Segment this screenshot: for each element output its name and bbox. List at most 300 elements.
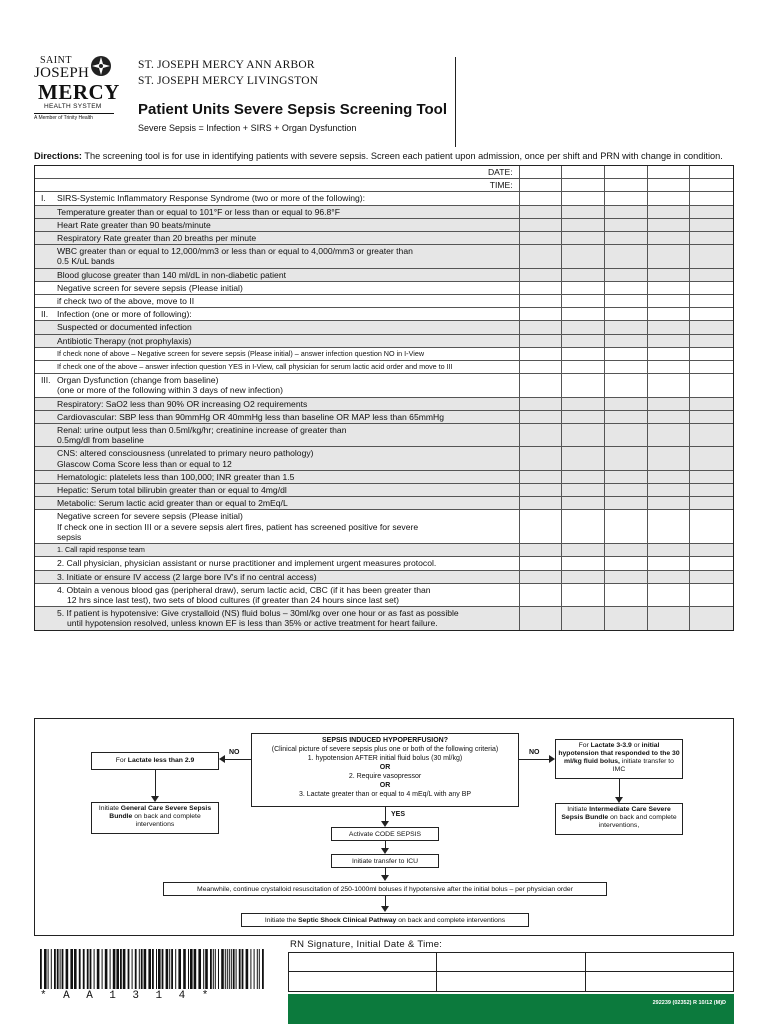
- lactate-mid-box: [555, 739, 683, 779]
- signature-cell[interactable]: [437, 972, 585, 991]
- barcode-bar: [231, 949, 232, 989]
- check-cell[interactable]: [605, 398, 648, 410]
- check-cell[interactable]: [520, 544, 563, 556]
- row-text: If check none of above – Negative screen for severe sepsis (Please initial) – answer infection question NO in I-View: [57, 348, 425, 358]
- check-cell[interactable]: [520, 557, 563, 569]
- check-cell[interactable]: [648, 321, 691, 333]
- check-cell[interactable]: [562, 497, 605, 509]
- check-cell[interactable]: [690, 510, 733, 543]
- check-cell[interactable]: [562, 335, 605, 347]
- lactate-mid-post: initiate transfer to IMC: [612, 758, 674, 773]
- check-cell[interactable]: [648, 411, 691, 423]
- table-row: [35, 206, 733, 219]
- check-cell[interactable]: [520, 192, 563, 204]
- row-text: 2. Call physician, physician assistant or nurse practitioner and implement urgent measures protocol.: [57, 558, 437, 569]
- logo-health-system: HEALTH SYSTEM: [44, 103, 102, 110]
- check-cell[interactable]: [520, 607, 563, 629]
- check-cell[interactable]: [605, 308, 648, 320]
- row-label: [35, 374, 520, 396]
- check-cell[interactable]: [648, 484, 691, 496]
- check-cell[interactable]: [648, 192, 691, 204]
- check-cell[interactable]: [562, 374, 605, 396]
- check-cell[interactable]: [690, 557, 733, 569]
- check-cell[interactable]: [562, 571, 605, 583]
- directions-label: Directions:: [34, 151, 82, 161]
- check-cell[interactable]: [648, 335, 691, 347]
- check-cell[interactable]: [605, 348, 648, 360]
- check-cell[interactable]: [520, 571, 563, 583]
- check-cell[interactable]: [520, 282, 563, 294]
- check-cell[interactable]: [605, 206, 648, 218]
- intermediate-care-post: on back and complete interventions,: [598, 814, 677, 829]
- barcode-bar: [210, 949, 212, 989]
- check-cell[interactable]: [605, 166, 648, 178]
- barcode-bar: [110, 949, 111, 989]
- logo-member: A Member of Trinity Health: [34, 113, 114, 121]
- check-cell[interactable]: [690, 269, 733, 281]
- check-cell[interactable]: [648, 447, 691, 469]
- row-label: [35, 361, 520, 373]
- check-cell[interactable]: [605, 484, 648, 496]
- barcode-bar: [152, 949, 154, 989]
- criteria-2: 2. Require vasopressor: [348, 773, 422, 780]
- row-label: [35, 424, 520, 446]
- check-cell[interactable]: [520, 471, 563, 483]
- general-care-pre: Initiate: [98, 805, 121, 812]
- arrow-left-icon: [219, 755, 225, 763]
- header-divider: [455, 57, 456, 147]
- check-cell[interactable]: [520, 398, 563, 410]
- check-cell[interactable]: [605, 179, 648, 191]
- row-label: [35, 497, 520, 509]
- pathway-post: on back and complete interventions: [396, 917, 506, 924]
- meanwhile-box: [163, 882, 607, 896]
- row-text: if check two of the above, move to II: [57, 296, 195, 307]
- lactate-mid-bold: Lactate 3-3.9: [590, 742, 632, 749]
- barcode-bar: [94, 949, 95, 989]
- check-cell[interactable]: [690, 348, 733, 360]
- check-cell[interactable]: [520, 245, 563, 267]
- activate-code-sepsis-box: [331, 827, 439, 841]
- table-row: [35, 510, 733, 544]
- check-cell[interactable]: [648, 232, 691, 244]
- table-row: [35, 219, 733, 232]
- barcode-bar: [128, 949, 130, 989]
- check-cell[interactable]: [562, 348, 605, 360]
- check-cell[interactable]: [520, 295, 563, 307]
- check-cell[interactable]: [690, 295, 733, 307]
- check-cell[interactable]: [648, 571, 691, 583]
- barcode-bar: [262, 949, 264, 989]
- connector-line: [619, 779, 620, 797]
- table-row: [35, 335, 733, 348]
- check-cell[interactable]: [690, 335, 733, 347]
- row-text: Temperature greater than or equal to 101°F or less than or equal to 96.8°F: [57, 206, 340, 217]
- check-cell[interactable]: [648, 219, 691, 231]
- check-cell[interactable]: [562, 295, 605, 307]
- check-cell[interactable]: [562, 544, 605, 556]
- barcode-bar: [169, 949, 170, 989]
- check-cell[interactable]: [562, 510, 605, 543]
- connector-line: [225, 759, 251, 760]
- row-label: [35, 321, 520, 333]
- check-cell[interactable]: [562, 269, 605, 281]
- signature-cell[interactable]: [586, 972, 733, 991]
- check-cell[interactable]: [562, 411, 605, 423]
- row-text-line: 0.5 K/uL bands: [57, 256, 115, 267]
- check-cell[interactable]: [520, 484, 563, 496]
- check-cell[interactable]: [520, 269, 563, 281]
- barcode-bar: [90, 949, 92, 989]
- check-cell[interactable]: [690, 398, 733, 410]
- hospital-name: ST. JOSEPH MERCY LIVINGSTON: [138, 75, 319, 87]
- check-cell[interactable]: [648, 510, 691, 543]
- check-cell[interactable]: [605, 510, 648, 543]
- check-cell[interactable]: [562, 282, 605, 294]
- row-text: WBC greater than or equal to 12,000/mm3 or less than or equal to 4,000/mm3 or greater than: [57, 246, 413, 257]
- barcode-bar: [97, 949, 100, 989]
- check-cell[interactable]: [562, 447, 605, 469]
- table-row: [35, 484, 733, 497]
- check-cell[interactable]: [520, 510, 563, 543]
- check-cell[interactable]: [648, 282, 691, 294]
- check-cell[interactable]: [648, 497, 691, 509]
- check-cell[interactable]: [605, 584, 648, 606]
- check-cell[interactable]: [562, 607, 605, 629]
- row-label: [35, 510, 520, 543]
- check-cell[interactable]: [648, 398, 691, 410]
- lactate-mid-mid: or: [631, 742, 642, 749]
- check-cell[interactable]: [648, 544, 691, 556]
- check-cell[interactable]: [562, 361, 605, 373]
- row-label: [35, 269, 520, 281]
- row-label: [35, 192, 520, 204]
- check-cell[interactable]: [562, 471, 605, 483]
- check-cell[interactable]: [648, 348, 691, 360]
- lactate-low-pre: For: [115, 757, 128, 764]
- check-cell[interactable]: [648, 179, 691, 191]
- septic-shock-box: [241, 913, 529, 927]
- check-cell[interactable]: [690, 497, 733, 509]
- page-subtitle: Severe Sepsis = Infection + SIRS + Organ Dysfunction: [138, 123, 357, 133]
- barcode-bar: [218, 949, 219, 989]
- check-cell[interactable]: [520, 584, 563, 606]
- check-cell[interactable]: [562, 232, 605, 244]
- logo-joseph: JOSEPH: [34, 65, 90, 81]
- check-cell[interactable]: [605, 447, 648, 469]
- barcode-bar: [66, 949, 69, 989]
- check-cell[interactable]: [648, 607, 691, 629]
- intermediate-care-bold: Intermediate Care Severe Sepsis Bundle: [561, 806, 671, 821]
- hospital-names: [138, 57, 318, 89]
- check-cell[interactable]: [605, 544, 648, 556]
- row-label: [35, 282, 520, 294]
- criteria-1: 1. hypotension AFTER initial fluid bolus (30 ml/kg): [307, 755, 463, 762]
- row-text: 4. Obtain a venous blood gas (peripheral draw), serum lactic acid, CBC (if it has been greater than: [57, 584, 431, 595]
- barcode-bar: [175, 949, 176, 989]
- check-cell[interactable]: [520, 361, 563, 373]
- row-text: Respiratory: SaO2 less than 90% OR increasing O2 requirements: [57, 398, 308, 409]
- check-cell[interactable]: [562, 206, 605, 218]
- check-cell[interactable]: [562, 484, 605, 496]
- row-text: Hepatic: Serum total bilirubin greater than or equal to 4mg/dl: [57, 485, 287, 496]
- check-cell[interactable]: [520, 179, 563, 191]
- criteria-3: 3. Lactate greater than or equal to 4 mEq/L with any BP: [298, 791, 472, 798]
- check-cell[interactable]: [562, 192, 605, 204]
- check-cell[interactable]: [648, 245, 691, 267]
- row-label: [35, 295, 520, 307]
- row-text: Blood glucose greater than 140 ml/dL in non-diabetic patient: [57, 269, 287, 280]
- table-row: [35, 497, 733, 510]
- row-text: DATE:: [487, 167, 513, 177]
- barcode-bar: [242, 949, 244, 989]
- row-text-line: 0.5mg/dl from baseline: [57, 435, 144, 446]
- check-cell[interactable]: [648, 308, 691, 320]
- signature-row: [289, 972, 733, 991]
- general-care-bold: General Care Severe Sepsis Bundle: [109, 805, 212, 820]
- check-cell[interactable]: [648, 206, 691, 218]
- check-cell[interactable]: [690, 245, 733, 267]
- barcode-bar: [213, 949, 214, 989]
- check-cell[interactable]: [605, 269, 648, 281]
- check-cell[interactable]: [520, 219, 563, 231]
- check-cell[interactable]: [605, 219, 648, 231]
- check-cell[interactable]: [605, 232, 648, 244]
- barcode-bar: [57, 949, 59, 989]
- check-cell[interactable]: [605, 282, 648, 294]
- table-row: [35, 166, 733, 179]
- check-cell[interactable]: [605, 335, 648, 347]
- table-row: [35, 192, 733, 205]
- check-cell[interactable]: [648, 269, 691, 281]
- signature-cell[interactable]: [289, 972, 437, 991]
- row-text-line: Glascow Coma Score less than or equal to 12: [57, 458, 232, 469]
- check-cell[interactable]: [605, 471, 648, 483]
- general-care-box: [91, 802, 219, 834]
- barcode-bar: [83, 949, 85, 989]
- check-cell[interactable]: [690, 192, 733, 204]
- row-text-line: until hypotension resolved, unless known EF is less than 35% or active treatment for heart failure.: [67, 618, 438, 629]
- activate-text: Activate CODE SEPSIS: [348, 831, 422, 838]
- check-cell[interactable]: [648, 584, 691, 606]
- row-text-line: sepsis: [57, 531, 82, 542]
- intermediate-care-box: [555, 803, 683, 835]
- row-label: [35, 219, 520, 231]
- row-text: Hematologic: platelets less than 100,000; INR greater than 1.5: [57, 471, 295, 482]
- check-cell[interactable]: [690, 447, 733, 469]
- check-cell[interactable]: [690, 232, 733, 244]
- signature-cell[interactable]: [289, 953, 437, 971]
- barcode-bar: [190, 949, 193, 989]
- barcode-bar: [60, 949, 61, 989]
- table-row: [35, 282, 733, 295]
- check-cell[interactable]: [690, 411, 733, 423]
- barcode-bar: [221, 949, 224, 989]
- barcode-bar: [229, 949, 230, 989]
- barcode-bar: [257, 949, 258, 989]
- check-cell[interactable]: [520, 206, 563, 218]
- lactate-mid-bold2: initial hypotension that responded to the 30 ml/kg fluid bolus,: [558, 742, 680, 765]
- check-cell[interactable]: [520, 232, 563, 244]
- barcode-bar: [239, 949, 241, 989]
- check-cell[interactable]: [690, 179, 733, 191]
- check-cell[interactable]: [520, 424, 563, 446]
- barcode-bar: [246, 949, 249, 989]
- check-cell[interactable]: [690, 607, 733, 629]
- barcode-bar: [254, 949, 255, 989]
- barcode-bar: [120, 949, 122, 989]
- row-text: Negative screen for severe sepsis (Please initial): [57, 511, 243, 522]
- check-cell[interactable]: [520, 374, 563, 396]
- check-cell[interactable]: [690, 471, 733, 483]
- check-cell[interactable]: [648, 424, 691, 446]
- row-label: [35, 571, 520, 583]
- check-cell[interactable]: [520, 335, 563, 347]
- star-logo-icon: [90, 55, 112, 77]
- row-text: SIRS-Systemic Inflammatory Response Syndrome (two or more of the following):: [57, 193, 366, 204]
- check-cell[interactable]: [648, 166, 691, 178]
- barcode-bar: [87, 949, 89, 989]
- check-cell[interactable]: [562, 219, 605, 231]
- transfer-text: Initiate transfer to ICU: [351, 858, 419, 865]
- table-row: [35, 544, 733, 557]
- check-cell[interactable]: [690, 571, 733, 583]
- check-cell[interactable]: [690, 282, 733, 294]
- table-row: [35, 607, 733, 629]
- check-cell[interactable]: [690, 374, 733, 396]
- barcode-bar: [225, 949, 226, 989]
- check-cell[interactable]: [605, 571, 648, 583]
- barcode-bar: [233, 949, 235, 989]
- barcode-bar: [51, 949, 52, 989]
- no-label: NO: [529, 749, 540, 756]
- check-cell[interactable]: [605, 411, 648, 423]
- check-cell[interactable]: [562, 166, 605, 178]
- barcode-bar: [79, 949, 81, 989]
- pathway-bold: Septic Shock Clinical Pathway: [298, 917, 397, 924]
- barcode-bar: [116, 949, 119, 989]
- check-cell[interactable]: [690, 206, 733, 218]
- row-text-line: (one or more of the following within 3 days of new infection): [57, 385, 283, 396]
- section-number: I.: [41, 193, 46, 204]
- row-label: [35, 166, 520, 178]
- lactate-mid-pre: For: [578, 742, 591, 749]
- row-text: 3. Initiate or ensure IV access (2 large bore IV's if no central access): [57, 571, 317, 582]
- check-cell[interactable]: [520, 497, 563, 509]
- check-cell[interactable]: [648, 557, 691, 569]
- barcode-bar: [132, 949, 133, 989]
- check-cell[interactable]: [690, 484, 733, 496]
- check-cell[interactable]: [648, 295, 691, 307]
- barcode-bar: [205, 949, 208, 989]
- check-cell[interactable]: [562, 424, 605, 446]
- row-text: Negative screen for severe sepsis (Please initial): [57, 282, 243, 293]
- table-row: [35, 424, 733, 447]
- row-label: [35, 308, 520, 320]
- check-cell[interactable]: [605, 295, 648, 307]
- row-text: Respiratory Rate greater than 20 breaths per minute: [57, 233, 257, 244]
- check-cell[interactable]: [520, 308, 563, 320]
- signature-cell[interactable]: [437, 953, 585, 971]
- check-cell[interactable]: [562, 179, 605, 191]
- hospital-name: ST. JOSEPH MERCY ANN ARBOR: [138, 59, 315, 71]
- table-row: [35, 245, 733, 268]
- barcode-text: *AA1314*: [40, 990, 225, 1002]
- signature-cell[interactable]: [586, 953, 733, 971]
- check-cell[interactable]: [690, 544, 733, 556]
- or-label: OR: [379, 782, 391, 789]
- check-cell[interactable]: [562, 321, 605, 333]
- check-cell[interactable]: [690, 219, 733, 231]
- barcode-bar: [62, 949, 64, 989]
- check-cell[interactable]: [690, 166, 733, 178]
- check-cell[interactable]: [690, 308, 733, 320]
- check-cell[interactable]: [605, 245, 648, 267]
- barcode-bar: [158, 949, 161, 989]
- barcode-bar: [194, 949, 197, 989]
- row-text: Organ Dysfunction (change from baseline): [57, 375, 219, 386]
- check-cell[interactable]: [690, 361, 733, 373]
- flowchart: [34, 718, 734, 936]
- check-cell[interactable]: [605, 607, 648, 629]
- row-text: Antibiotic Therapy (not prophylaxis): [57, 335, 192, 346]
- check-cell[interactable]: [690, 584, 733, 606]
- barcode-bar: [44, 949, 47, 989]
- check-cell[interactable]: [605, 374, 648, 396]
- check-cell[interactable]: [648, 361, 691, 373]
- barcode-bar: [105, 949, 108, 989]
- barcode-bar: [74, 949, 77, 989]
- check-cell[interactable]: [605, 497, 648, 509]
- check-cell[interactable]: [605, 321, 648, 333]
- check-cell[interactable]: [562, 584, 605, 606]
- row-label: [35, 584, 520, 606]
- intermediate-care-pre: Initiate: [567, 806, 590, 813]
- check-cell[interactable]: [562, 245, 605, 267]
- row-text: TIME:: [489, 180, 513, 191]
- check-cell[interactable]: [520, 411, 563, 423]
- check-cell[interactable]: [562, 398, 605, 410]
- barcode-bar: [144, 949, 147, 989]
- check-cell[interactable]: [690, 321, 733, 333]
- table-row: [35, 269, 733, 282]
- connector-line: [519, 759, 551, 760]
- check-cell[interactable]: [562, 308, 605, 320]
- table-row: [35, 447, 733, 470]
- check-cell[interactable]: [520, 321, 563, 333]
- check-cell[interactable]: [690, 424, 733, 446]
- check-cell[interactable]: [648, 374, 691, 396]
- arrow-down-icon: [381, 875, 389, 881]
- row-text: If check one of the above – answer infection question YES in I-View, call physician for serum lactic acid order and move to III: [57, 362, 453, 372]
- check-cell[interactable]: [648, 471, 691, 483]
- barcode-bar: [183, 949, 186, 989]
- barcode-bar: [141, 949, 143, 989]
- barcode-bar: [156, 949, 157, 989]
- check-cell[interactable]: [605, 557, 648, 569]
- check-cell[interactable]: [605, 424, 648, 446]
- check-cell[interactable]: [520, 447, 563, 469]
- check-cell[interactable]: [605, 192, 648, 204]
- table-row: [35, 308, 733, 321]
- check-cell[interactable]: [562, 557, 605, 569]
- row-label: [35, 557, 520, 569]
- table-row: [35, 557, 733, 570]
- check-cell[interactable]: [520, 348, 563, 360]
- check-cell[interactable]: [605, 361, 648, 373]
- check-cell[interactable]: [520, 166, 563, 178]
- hypoperfusion-sub: (Clinical picture of severe sepsis plus one or both of the following criteria): [271, 746, 499, 753]
